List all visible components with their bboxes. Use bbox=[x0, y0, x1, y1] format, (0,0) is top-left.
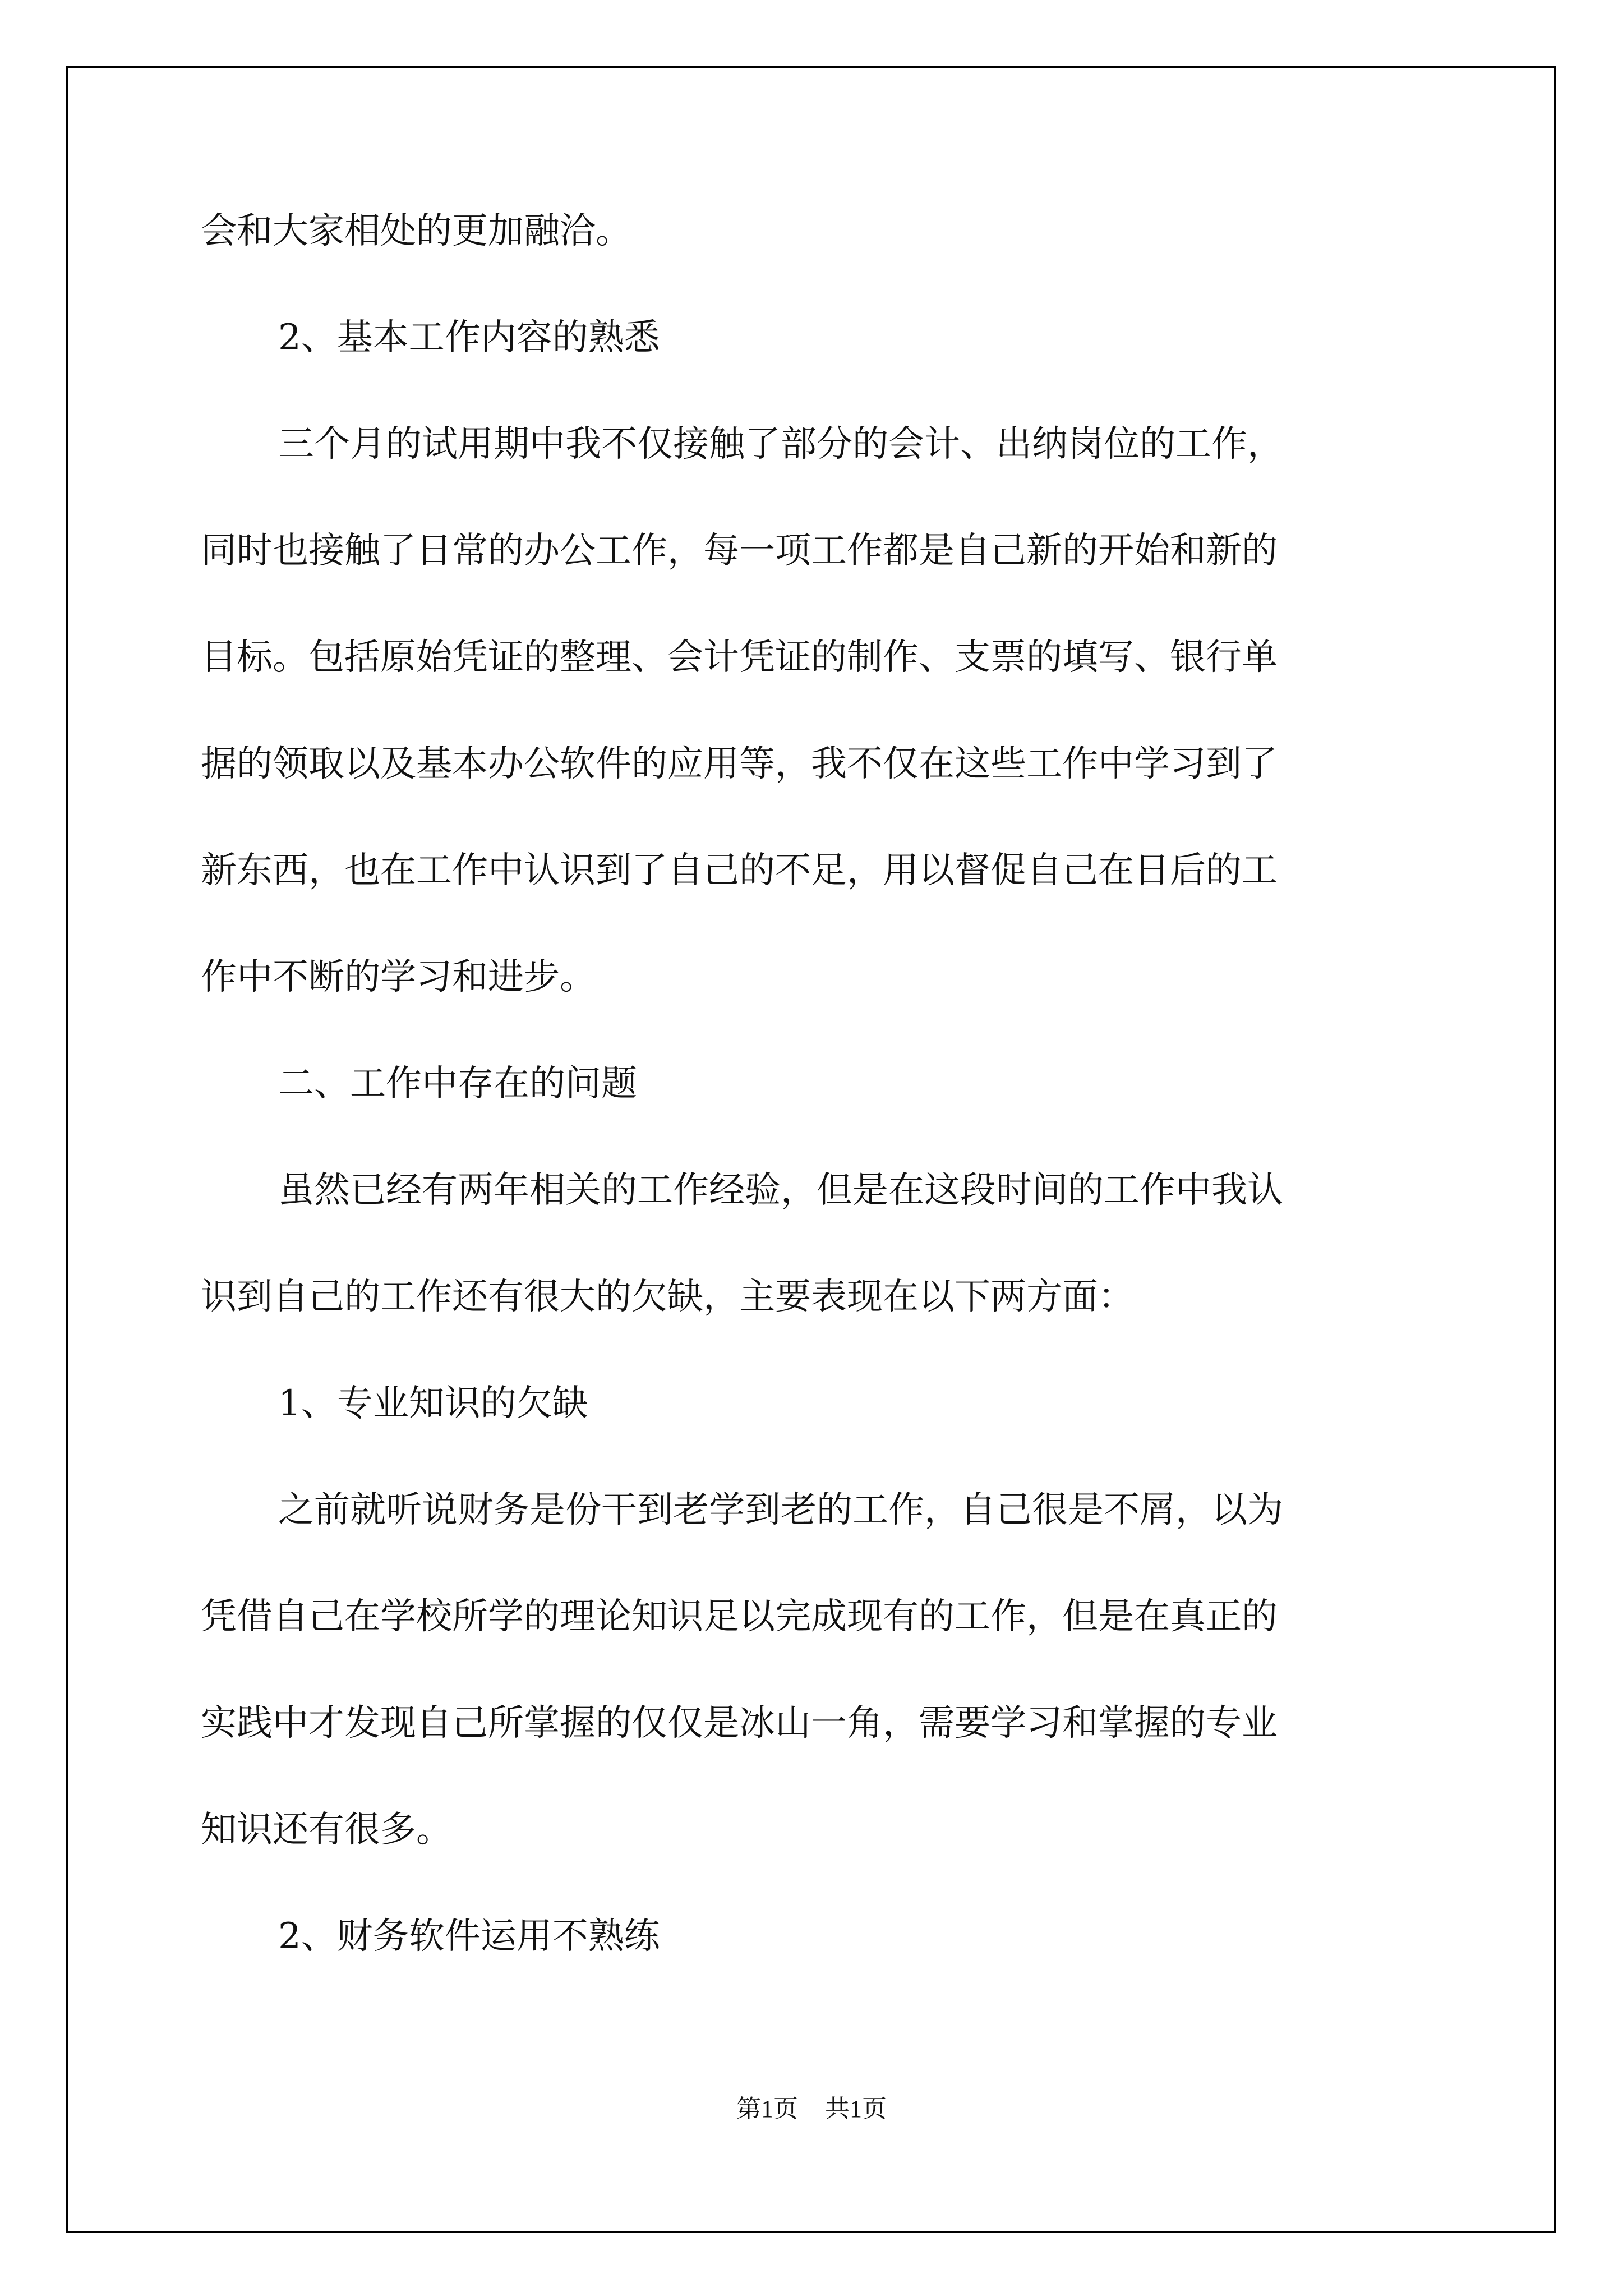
section-heading: 1、专业知识的欠缺 bbox=[278, 1383, 588, 1424]
body-line: 新东西，也在工作中认识到了自己的不足，用以督促自己在日后的工 bbox=[201, 850, 1278, 891]
body-line: 目标。包括原始凭证的整理、会计凭证的制作、支票的填写、银行单 bbox=[201, 637, 1278, 678]
body-line: 据的领取以及基本办公软件的应用等，我不仅在这些工作中学习到了 bbox=[201, 743, 1278, 785]
body-line: 识到自己的工作还有很大的欠缺，主要表现在以下两方面： bbox=[201, 1276, 1134, 1318]
body-line: 同时也接触了日常的办公工作，每一项工作都是自己新的开始和新的 bbox=[201, 530, 1278, 572]
page-total: 共1页 bbox=[825, 2095, 887, 2123]
paragraph-first-line: 虽然已经有两年相关的工作经验，但是在这段时间的工作中我认 bbox=[278, 1170, 1283, 1211]
body-line: 会和大家相处的更加融洽。 bbox=[201, 210, 631, 252]
body-line: 知识还有很多。 bbox=[201, 1809, 452, 1851]
page-number: 第1页 bbox=[736, 2095, 798, 2123]
body-line: 凭借自己在学校所学的理论知识足以完成现有的工作，但是在真正的 bbox=[201, 1596, 1278, 1637]
section-heading: 二、工作中存在的问题 bbox=[278, 1063, 637, 1105]
paragraph-first-line: 之前就听说财务是份干到老学到老的工作，自己很是不屑，以为 bbox=[278, 1489, 1283, 1531]
page-border bbox=[66, 66, 1556, 2233]
page-footer bbox=[0, 2092, 1623, 2126]
body-line: 作中不断的学习和进步。 bbox=[201, 956, 596, 998]
paragraph-first-line: 三个月的试用期中我不仅接触了部分的会计、出纳岗位的工作， bbox=[278, 424, 1283, 465]
body-line: 实践中才发现自己所掌握的仅仅是冰山一角，需要学习和掌握的专业 bbox=[201, 1703, 1278, 1744]
section-heading: 2、基本工作内容的熟悉 bbox=[278, 317, 660, 358]
section-heading: 2、财务软件运用不熟练 bbox=[278, 1916, 660, 1957]
